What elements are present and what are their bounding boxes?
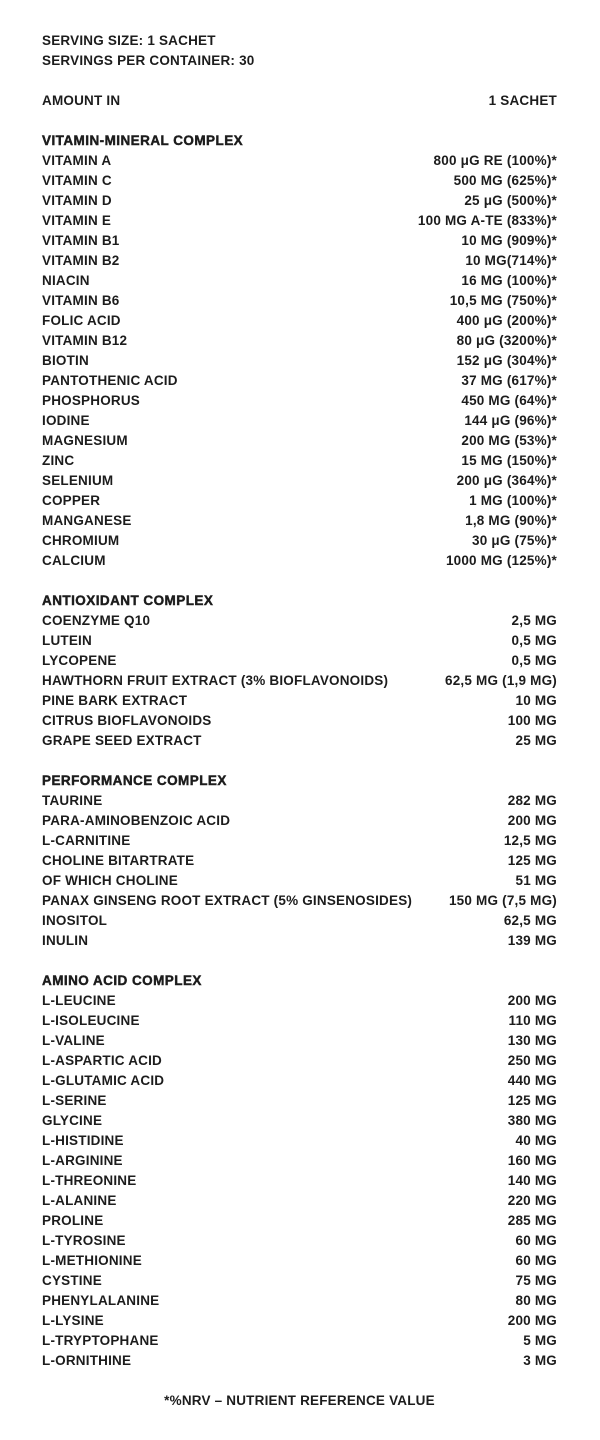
nutrient-label: L-ISOLEUCINE: [42, 1012, 140, 1028]
nutrient-value: 62,5 MG: [503, 912, 557, 928]
nutrient-label: VITAMIN B2: [42, 252, 120, 268]
nutrient-row: [42, 530, 557, 550]
nutrient-label: VITAMIN B6: [42, 292, 120, 308]
nutrient-label: PHOSPHORUS: [42, 392, 141, 408]
nutrient-label: LYCOPENE: [42, 652, 117, 668]
nutrient-row: [42, 1330, 557, 1350]
nutrient-label: TAURINE: [42, 792, 103, 808]
nutrient-label: CITRUS BIOFLAVONOIDS: [42, 712, 212, 728]
nutrient-label: VITAMIN D: [42, 192, 112, 208]
nutrient-row: [42, 510, 557, 530]
nutrient-label: VITAMIN A: [42, 152, 112, 168]
nutrient-row: [42, 850, 557, 870]
nutrient-row: [42, 910, 557, 930]
nutrient-row: [42, 370, 557, 390]
nutrient-row: [42, 1130, 557, 1150]
nutrient-label: L-ALANINE: [42, 1192, 117, 1208]
nutrient-label: CYSTINE: [42, 1272, 102, 1288]
nutrient-row: [42, 710, 557, 730]
nutrient-label: PROLINE: [42, 1212, 104, 1228]
nutrient-label: GLYCINE: [42, 1112, 103, 1128]
nutrient-row: [42, 330, 557, 350]
nutrient-row: [42, 150, 557, 170]
section-rows: [42, 990, 557, 1370]
nutrient-value: 62,5 MG (1,9 MG): [445, 672, 557, 688]
nutrient-label: NIACIN: [42, 272, 90, 288]
nutrient-row: [42, 250, 557, 270]
nutrient-value: 75 MG: [515, 1272, 557, 1288]
nutrient-row: [42, 170, 557, 190]
column-header-row: [42, 90, 557, 110]
nutrient-row: [42, 210, 557, 230]
nutrient-value: 200 μG (364%)*: [456, 472, 557, 488]
nutrient-row: [42, 890, 557, 910]
nutrient-value: 152 μG (304%)*: [456, 352, 557, 368]
nutrient-label: LUTEIN: [42, 632, 92, 648]
nutrient-value: 200 MG: [507, 812, 557, 828]
nutrient-value: 100 MG: [507, 712, 557, 728]
nutrient-label: L-LYSINE: [42, 1312, 104, 1328]
nutrient-row: [42, 670, 557, 690]
nutrient-row: [42, 1110, 557, 1130]
nutrient-label: FOLIC ACID: [42, 312, 121, 328]
nutrient-label: INULIN: [42, 932, 89, 948]
sections: [42, 130, 557, 1370]
nutrient-label: L-ORNITHINE: [42, 1352, 132, 1368]
nutrient-value: 500 MG (625%)*: [453, 172, 557, 188]
nutrient-value: 15 MG (150%)*: [461, 452, 557, 468]
nutrient-value: 130 MG: [507, 1032, 557, 1048]
nutrient-label: PANAX GINSENG ROOT EXTRACT (5% GINSENOSIDES): [42, 892, 413, 908]
nutrient-row: [42, 1070, 557, 1090]
spacer: [42, 70, 557, 90]
nutrient-row: [42, 390, 557, 410]
nutrient-value: 139 MG: [507, 932, 557, 948]
nutrient-row: [42, 1350, 557, 1370]
nutrient-row: [42, 270, 557, 290]
serving-size-text: SERVING SIZE: 1 SACHET: [42, 32, 216, 48]
nutrient-label: PHENYLALANINE: [42, 1292, 160, 1308]
nutrient-section: [42, 770, 557, 950]
nutrient-label: L-GLUTAMIC ACID: [42, 1072, 165, 1088]
nutrient-row: [42, 1050, 557, 1070]
nutrient-row: [42, 1290, 557, 1310]
section-rows: [42, 150, 557, 570]
nutrient-value: 250 MG: [507, 1052, 557, 1068]
nutrient-row: [42, 1270, 557, 1290]
nrv-footnote: *%NRV – NUTRIENT REFERENCE VALUE: [164, 1392, 435, 1408]
nutrient-row: [42, 1170, 557, 1190]
nutrient-value: 125 MG: [507, 1092, 557, 1108]
nutrient-row: [42, 490, 557, 510]
nutrient-value: 450 MG (64%)*: [461, 392, 557, 408]
nutrient-row: [42, 430, 557, 450]
nutrient-value: 285 MG: [507, 1212, 557, 1228]
nutrient-value: 380 MG: [507, 1112, 557, 1128]
nutrient-value: 150 MG (7,5 MG): [448, 892, 557, 908]
nutrient-row: [42, 470, 557, 490]
nutrient-row: [42, 1230, 557, 1250]
nutrient-label: GRAPE SEED EXTRACT: [42, 732, 202, 748]
nutrient-value: 30 μG (75%)*: [472, 532, 557, 548]
nutrient-value: 60 MG: [515, 1252, 557, 1268]
nutrient-value: 1000 MG (125%)*: [445, 552, 557, 568]
nutrient-value: 10 MG (909%)*: [461, 232, 557, 248]
nutrient-value: 25 MG: [515, 732, 557, 748]
nutrient-value: 400 μG (200%)*: [456, 312, 557, 328]
nutrient-row: [42, 1250, 557, 1270]
nutrient-label: L-HISTIDINE: [42, 1132, 124, 1148]
nutrient-row: [42, 790, 557, 810]
nutrient-value: 2,5 MG: [511, 612, 557, 628]
nutrient-value: 10 MG: [515, 692, 557, 708]
nutrient-label: VITAMIN B1: [42, 232, 120, 248]
nutrient-label: CHROMIUM: [42, 532, 120, 548]
nutrient-row: [42, 810, 557, 830]
nutrient-value: 80 MG: [515, 1292, 557, 1308]
nutrient-value: 0,5 MG: [511, 652, 557, 668]
section-title: PERFORMANCE COMPLEX: [42, 772, 227, 788]
nutrient-label: PARA-AMINOBENZOIC ACID: [42, 812, 231, 828]
section-title: AMINO ACID COMPLEX: [42, 972, 202, 988]
nutrient-value: 200 MG: [507, 1312, 557, 1328]
nutrient-row: [42, 730, 557, 750]
nutrient-label: CHOLINE BITARTRATE: [42, 852, 195, 868]
nutrient-label: PANTOTHENIC ACID: [42, 372, 178, 388]
nutrient-value: 200 MG (53%)*: [461, 432, 557, 448]
nutrient-label: L-METHIONINE: [42, 1252, 142, 1268]
nutrient-row: [42, 1090, 557, 1110]
nutrient-value: 110 MG: [508, 1012, 557, 1028]
nutrient-row: [42, 1150, 557, 1170]
nutrient-row: [42, 1310, 557, 1330]
nutrient-row: [42, 290, 557, 310]
nutrient-row: [42, 550, 557, 570]
nutrient-label: COENZYME Q10: [42, 612, 151, 628]
nutrient-value: 160 MG: [507, 1152, 557, 1168]
nutrient-value: 440 MG: [507, 1072, 557, 1088]
serving-size-row: [42, 30, 557, 50]
nutrient-value: 3 MG: [523, 1352, 557, 1368]
nutrient-row: [42, 650, 557, 670]
nutrient-label: MAGNESIUM: [42, 432, 128, 448]
nutrient-row: [42, 1190, 557, 1210]
nutrient-label: IODINE: [42, 412, 90, 428]
section-rows: [42, 610, 557, 750]
nutrient-value: 10,5 MG (750%)*: [449, 292, 557, 308]
nutrient-label: MANGANESE: [42, 512, 132, 528]
nutrient-value: 40 MG: [515, 1132, 557, 1148]
nutrient-label: INOSITOL: [42, 912, 108, 928]
nutrient-value: 220 MG: [507, 1192, 557, 1208]
amount-column-label: 1 SACHET: [488, 92, 557, 108]
section-title: VITAMIN-MINERAL COMPLEX: [42, 132, 244, 148]
nutrient-section: [42, 130, 557, 570]
nutrient-value: 140 MG: [507, 1172, 557, 1188]
nutrient-row: [42, 1030, 557, 1050]
nutrient-value: 12,5 MG: [503, 832, 557, 848]
nutrient-value: 60 MG: [515, 1232, 557, 1248]
nutrient-value: 800 μG RE (100%)*: [433, 152, 557, 168]
nutrient-label: L-ASPARTIC ACID: [42, 1052, 162, 1068]
nutrient-value: 1,8 MG (90%)*: [465, 512, 557, 528]
nutrient-label: L-SERINE: [42, 1092, 107, 1108]
nutrient-value: 80 μG (3200%)*: [456, 332, 557, 348]
section-title: ANTIOXIDANT COMPLEX: [42, 592, 214, 608]
nutrient-row: [42, 610, 557, 630]
section-rows: [42, 790, 557, 950]
nutrient-value: 1 MG (100%)*: [469, 492, 557, 508]
nutrient-row: [42, 450, 557, 470]
nutrient-row: [42, 1210, 557, 1230]
servings-per-container-row: [42, 50, 557, 70]
nutrient-value: 25 μG (500%)*: [464, 192, 557, 208]
nutrient-value: 0,5 MG: [511, 632, 557, 648]
nutrient-label: L-TRYPTOPHANE: [42, 1332, 159, 1348]
nutrient-row: [42, 830, 557, 850]
nutrient-value: 37 MG (617%)*: [461, 372, 557, 388]
nutrient-value: 144 μG (96%)*: [464, 412, 557, 428]
nutrient-value: 51 MG: [515, 872, 557, 888]
nutrient-label: PINE BARK EXTRACT: [42, 692, 188, 708]
nutrient-row: [42, 410, 557, 430]
nutrient-label: L-LEUCINE: [42, 992, 116, 1008]
nutrient-label: L-THREONINE: [42, 1172, 137, 1188]
nutrient-row: [42, 690, 557, 710]
nutrient-label: SELENIUM: [42, 472, 114, 488]
nutrient-row: [42, 990, 557, 1010]
nutrient-row: [42, 870, 557, 890]
nutrient-label: HAWTHORN FRUIT EXTRACT (3% BIOFLAVONOIDS): [42, 672, 389, 688]
nutrient-label: L-TYROSINE: [42, 1232, 126, 1248]
nutrient-row: [42, 230, 557, 250]
nutrient-label: VITAMIN B12: [42, 332, 128, 348]
nutrient-row: [42, 310, 557, 330]
nutrient-value: 10 MG(714%)*: [465, 252, 557, 268]
nutrient-label: VITAMIN E: [42, 212, 112, 228]
servings-per-container-text: SERVINGS PER CONTAINER: 30: [42, 52, 255, 68]
nutrient-section: [42, 970, 557, 1370]
nutrient-row: [42, 1010, 557, 1030]
nutrient-value: 200 MG: [507, 992, 557, 1008]
nutrient-label: COPPER: [42, 492, 101, 508]
nutrient-label: ZINC: [42, 452, 75, 468]
nutrient-label: L-ARGININE: [42, 1152, 123, 1168]
nutrient-row: [42, 930, 557, 950]
nutrient-label: VITAMIN C: [42, 172, 112, 188]
nutrient-row: [42, 630, 557, 650]
nutrient-row: [42, 190, 557, 210]
amount-in-label: AMOUNT IN: [42, 92, 121, 108]
nutrient-label: OF WHICH CHOLINE: [42, 872, 178, 888]
nutrient-section: [42, 590, 557, 750]
nutrient-value: 16 MG (100%)*: [461, 272, 557, 288]
nutrient-value: 282 MG: [507, 792, 557, 808]
nutrient-label: L-VALINE: [42, 1032, 105, 1048]
nutrient-label: CALCIUM: [42, 552, 106, 568]
nutrient-label: L-CARNITINE: [42, 832, 131, 848]
nutrient-value: 5 MG: [523, 1332, 557, 1348]
nutrient-value: 100 MG A-TE (833%)*: [417, 212, 557, 228]
nutrient-row: [42, 350, 557, 370]
nutrient-label: BIOTIN: [42, 352, 89, 368]
nutrient-value: 125 MG: [507, 852, 557, 868]
